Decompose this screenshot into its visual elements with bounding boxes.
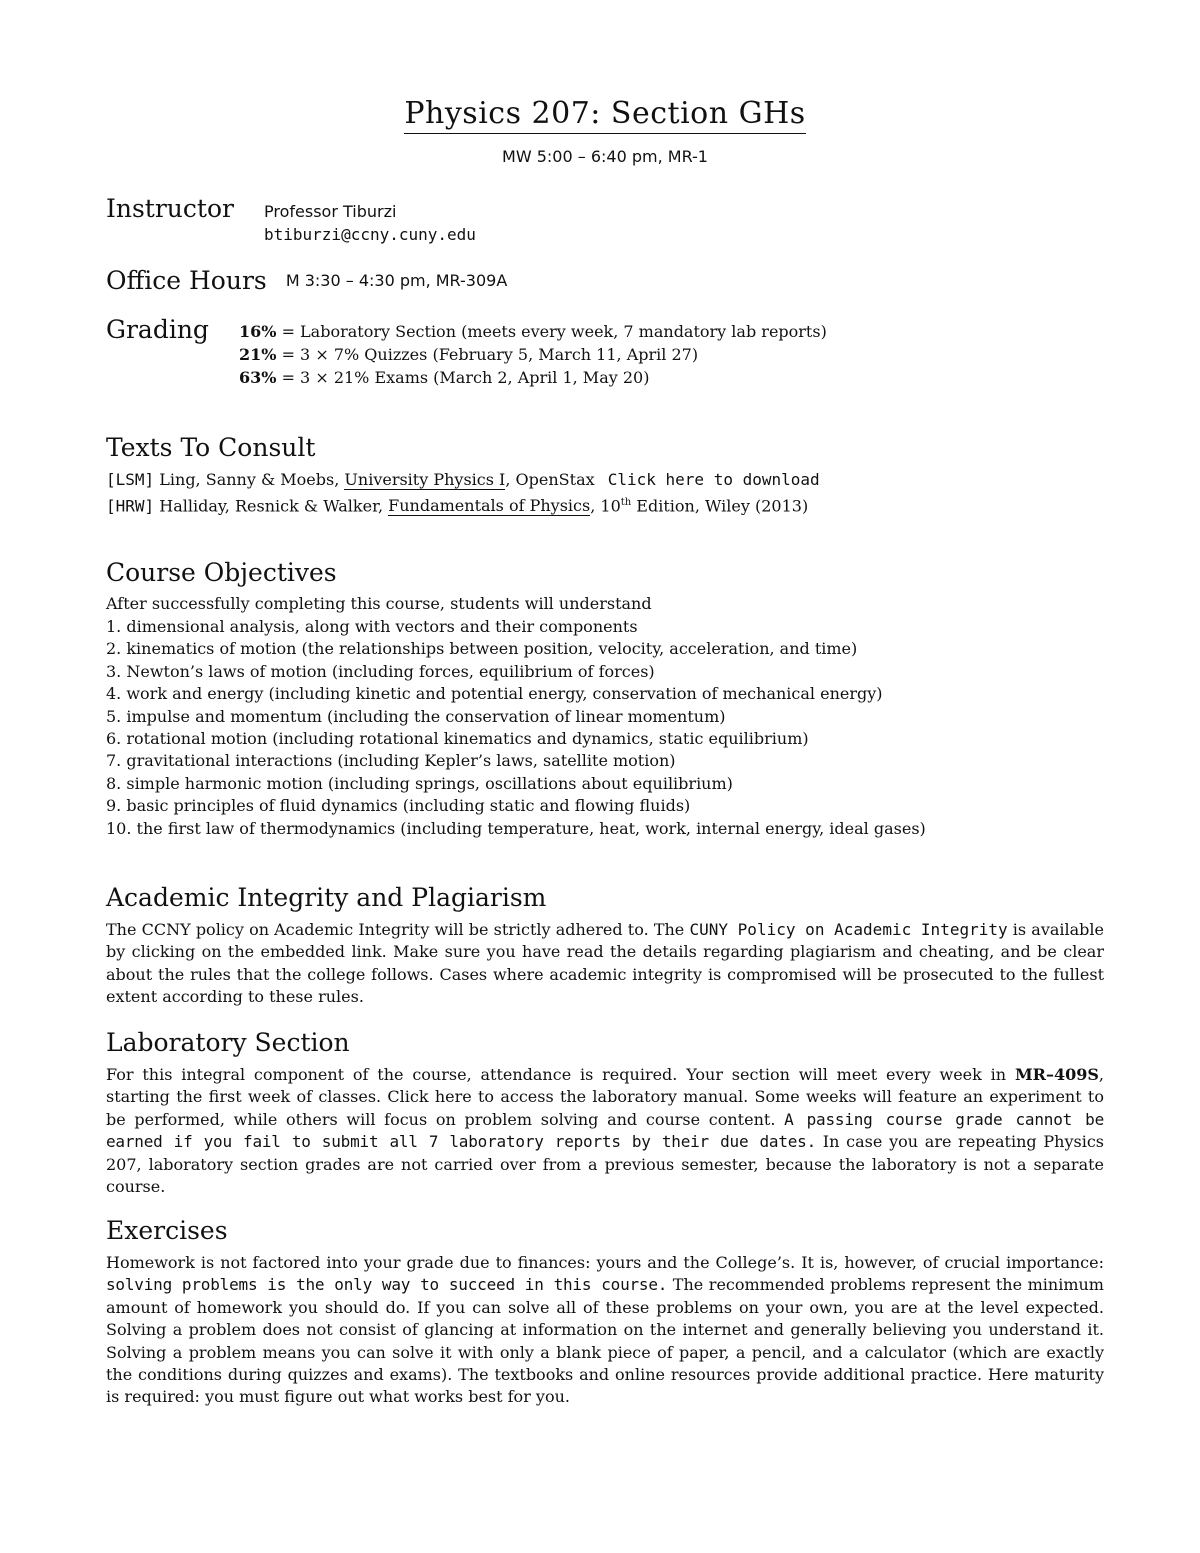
office-hours-section xyxy=(106,266,507,295)
grading-pct: 63% xyxy=(239,368,277,387)
text-item-hrw xyxy=(106,492,808,518)
download-link[interactable]: Click here to download xyxy=(607,470,820,489)
office-hours-heading: Office Hours xyxy=(106,266,267,295)
instructor-name: Professor Tiburzi xyxy=(264,202,397,221)
grading-pct: 21% xyxy=(239,345,277,364)
integrity-paragraph: The CCNY policy on Academic Integrity will be strictly adhered to. The CUNY Policy on Academic Integrity is available by clicking on the embedded link. Make sure you have read the details regarding plagiarism and cheating, and be clear about the rules that the college follows. Cases where academic integrity is compromised will be prosecuted to the fullest extent according to these rules. xyxy=(106,920,1104,1007)
objective-item: 7. gravitational interactions (including Kepler’s laws, satellite motion) xyxy=(106,751,676,770)
text-edition: , 10 xyxy=(590,496,621,516)
grading-text: = 3 × 21% Exams (March 2, April 1, May 20) xyxy=(281,368,650,387)
instructor-heading: Instructor xyxy=(106,194,234,223)
grading-item xyxy=(239,344,698,366)
text-book-title: University Physics I xyxy=(344,470,506,489)
texts-heading: Texts To Consult xyxy=(106,433,316,462)
text-authors: Halliday, Resnick & Walker, xyxy=(159,496,384,516)
laboratory-paragraph: For this integral component of the course, attendance is required. Your section will meet every week in MR–409S, starting the first week of classes. Click here to access the laboratory manual. Some weeks will feature an experiment to be performed, while others will focus on problem solving and course content. A passing course grade cannot be earned if you fail to submit all 7 laboratory reports by their due dates. In case you are repeating Physics 207, laboratory section grades are not carried over from a previous semester, because the laboratory is not a separate course. xyxy=(106,1065,1104,1197)
objective-item: 3. Newton’s laws of motion (including forces, equilibrium of forces) xyxy=(106,662,655,681)
laboratory-heading: Laboratory Section xyxy=(106,1028,350,1057)
exercises-heading: Exercises xyxy=(106,1216,228,1245)
objective-item: 2. kinematics of motion (the relationships between position, velocity, acceleration, and time) xyxy=(106,639,858,658)
objective-item: 6. rotational motion (including rotational kinematics and dynamics, static equilibrium) xyxy=(106,729,809,748)
text-publisher: , OpenStax xyxy=(505,470,595,489)
instructor-email[interactable]: btiburzi@ccny.cuny.edu xyxy=(264,225,476,244)
exercises-paragraph: Homework is not factored into your grade due to finances: yours and the College’s. It is, however, of crucial importance: solving problems is the only way to succeed in this course. The recommended problems represent the minimum amount of homework you should do. If you can solve all of these problems on your own, you are at the level expected. Solving a problem does not consist of glancing at information on the internet and generally believing you understand it. Solving a problem means you can solve it with only a blank piece of paper, a pencil, and a calculator (which are exactly the conditions during quizzes and exams). The textbooks and online resources provide additional practice. Here maturity is required: you must figure out what works best for you. xyxy=(106,1253,1104,1407)
instructor-section xyxy=(106,194,234,223)
objective-item: 5. impulse and momentum (including the conservation of linear momentum) xyxy=(106,707,726,726)
grading-heading-row xyxy=(106,315,209,344)
schedule: MW 5:00 – 6:40 pm, MR-1 xyxy=(502,147,708,166)
text-edition-sup: th xyxy=(620,497,632,508)
lab-room: MR–409S xyxy=(1014,1065,1099,1084)
integrity-heading: Academic Integrity and Plagiarism xyxy=(106,883,547,912)
objectives-intro: After successfully completing this course, students will understand xyxy=(106,594,652,613)
text-authors: Ling, Sanny & Moebs, xyxy=(159,470,340,489)
text-tag: [HRW] xyxy=(106,496,155,516)
grading-text: = 3 × 7% Quizzes (February 5, March 11, April 27) xyxy=(281,345,699,364)
office-hours-value: M 3:30 – 4:30 pm, MR-309A xyxy=(285,271,508,290)
integrity-policy-link[interactable]: CUNY Policy on Academic Integrity xyxy=(689,920,1008,939)
objective-item: 8. simple harmonic motion (including springs, oscillations about equilibrium) xyxy=(106,774,733,793)
objective-item: 1. dimensional analysis, along with vectors and their components xyxy=(106,617,638,636)
objectives-heading: Course Objectives xyxy=(106,558,337,587)
text-book-title: Fundamentals of Physics xyxy=(388,496,591,516)
objective-item: 10. the first law of thermodynamics (including temperature, heat, work, internal energy, ideal gases) xyxy=(106,819,926,838)
grading-text: = Laboratory Section (meets every week, 7 mandatory lab reports) xyxy=(281,322,827,341)
text-tag: [LSM] xyxy=(106,470,155,489)
objective-item: 9. basic principles of fluid dynamics (including static and flowing fluids) xyxy=(106,796,691,815)
objective-item: 4. work and energy (including kinetic and potential energy, conservation of mechanical energy) xyxy=(106,684,883,703)
grading-pct: 16% xyxy=(239,322,277,341)
text-publisher: Edition, Wiley (2013) xyxy=(631,496,809,516)
exercises-emphasis: solving problems is the only way to succeed in this course. xyxy=(106,1275,668,1295)
grading-heading: Grading xyxy=(106,315,209,344)
lab-requirement: A passing course grade cannot be earned if you fail to submit all 7 laboratory reports by their due dates. xyxy=(106,1109,1104,1152)
grading-item xyxy=(239,321,827,343)
text-item-lsm xyxy=(106,469,822,491)
grading-item xyxy=(239,367,649,389)
page-title: Physics 207: Section GHs xyxy=(106,96,1104,131)
